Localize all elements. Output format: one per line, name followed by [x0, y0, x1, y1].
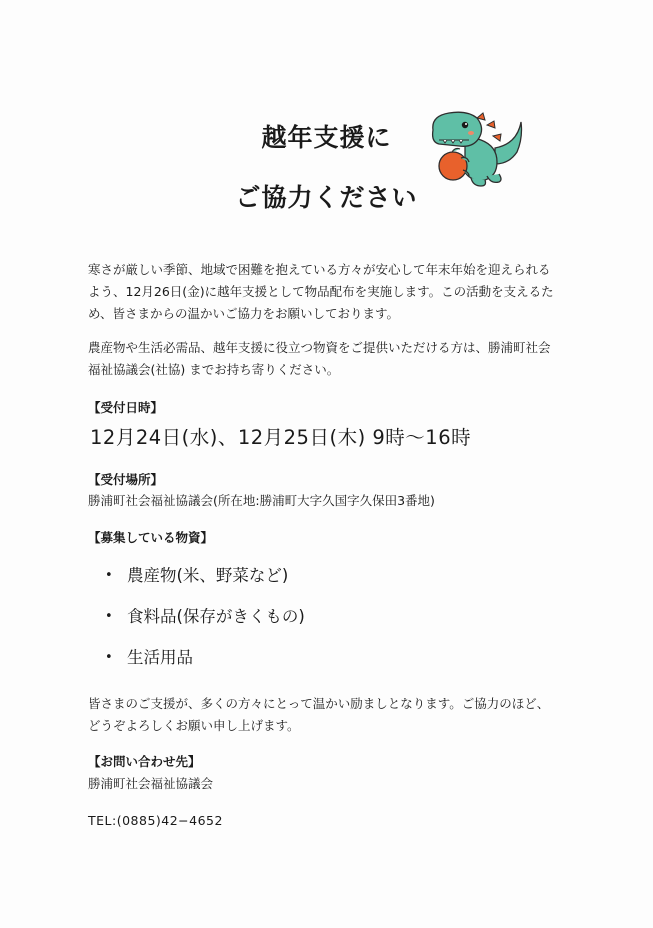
list-item	[105, 648, 305, 689]
contact-organization: 勝浦町社会福祉協議会	[88, 776, 214, 791]
title-line-1: 越年支援に	[261, 123, 392, 152]
reception-date-value: 12月24日(水)、12月25日(木) 9時〜16時	[90, 426, 472, 449]
reception-date-heading: 【受付日時】	[88, 400, 164, 415]
reception-place-heading: 【受付場所】	[88, 472, 164, 487]
title-line-2: ご協力ください	[235, 183, 418, 212]
list-item	[105, 566, 305, 607]
list-item-label: 農産物(米、野菜など)	[127, 566, 289, 585]
items-heading: 【募集している物資】	[88, 530, 214, 545]
list-item-label: 生活用品	[127, 648, 193, 667]
list-item	[105, 607, 305, 648]
reception-place-value: 勝浦町社会福祉協議会(所在地:勝浦町大字久国字久保田3番地)	[88, 493, 435, 508]
drop-off-paragraph: 農産物や生活必需品、越年支援に役立つ物資をご提供いただける方は、勝浦町社会福祉協議会(社協) までお持ち寄りください。	[88, 340, 551, 377]
contact-phone: TEL:(0885)42−4652	[88, 813, 223, 828]
intro-paragraph: 寒さが厳しい季節、地域で困難を抱えている方々が安心して年末年始を迎えられるよう、12月26日(金)に越年支援として物品配布を実施します。この活動を支えるため、皆さまからの温かいご協力をお願いしております。	[88, 262, 554, 321]
contact-heading: 【お問い合わせ先】	[88, 754, 201, 769]
bullet-icon: •	[105, 568, 113, 583]
closing-paragraph: 皆さまのご支援が、多くの方々にとって温かい励ましとなります。ご協力のほど、どうぞよろしくお願い申し上げます。	[88, 696, 550, 733]
items-list	[105, 566, 305, 689]
bullet-icon: •	[105, 609, 113, 624]
bullet-icon: •	[105, 650, 113, 665]
list-item-label: 食料品(保存がきくもの)	[127, 607, 305, 626]
dinosaur-holding-orange-icon	[425, 108, 523, 190]
